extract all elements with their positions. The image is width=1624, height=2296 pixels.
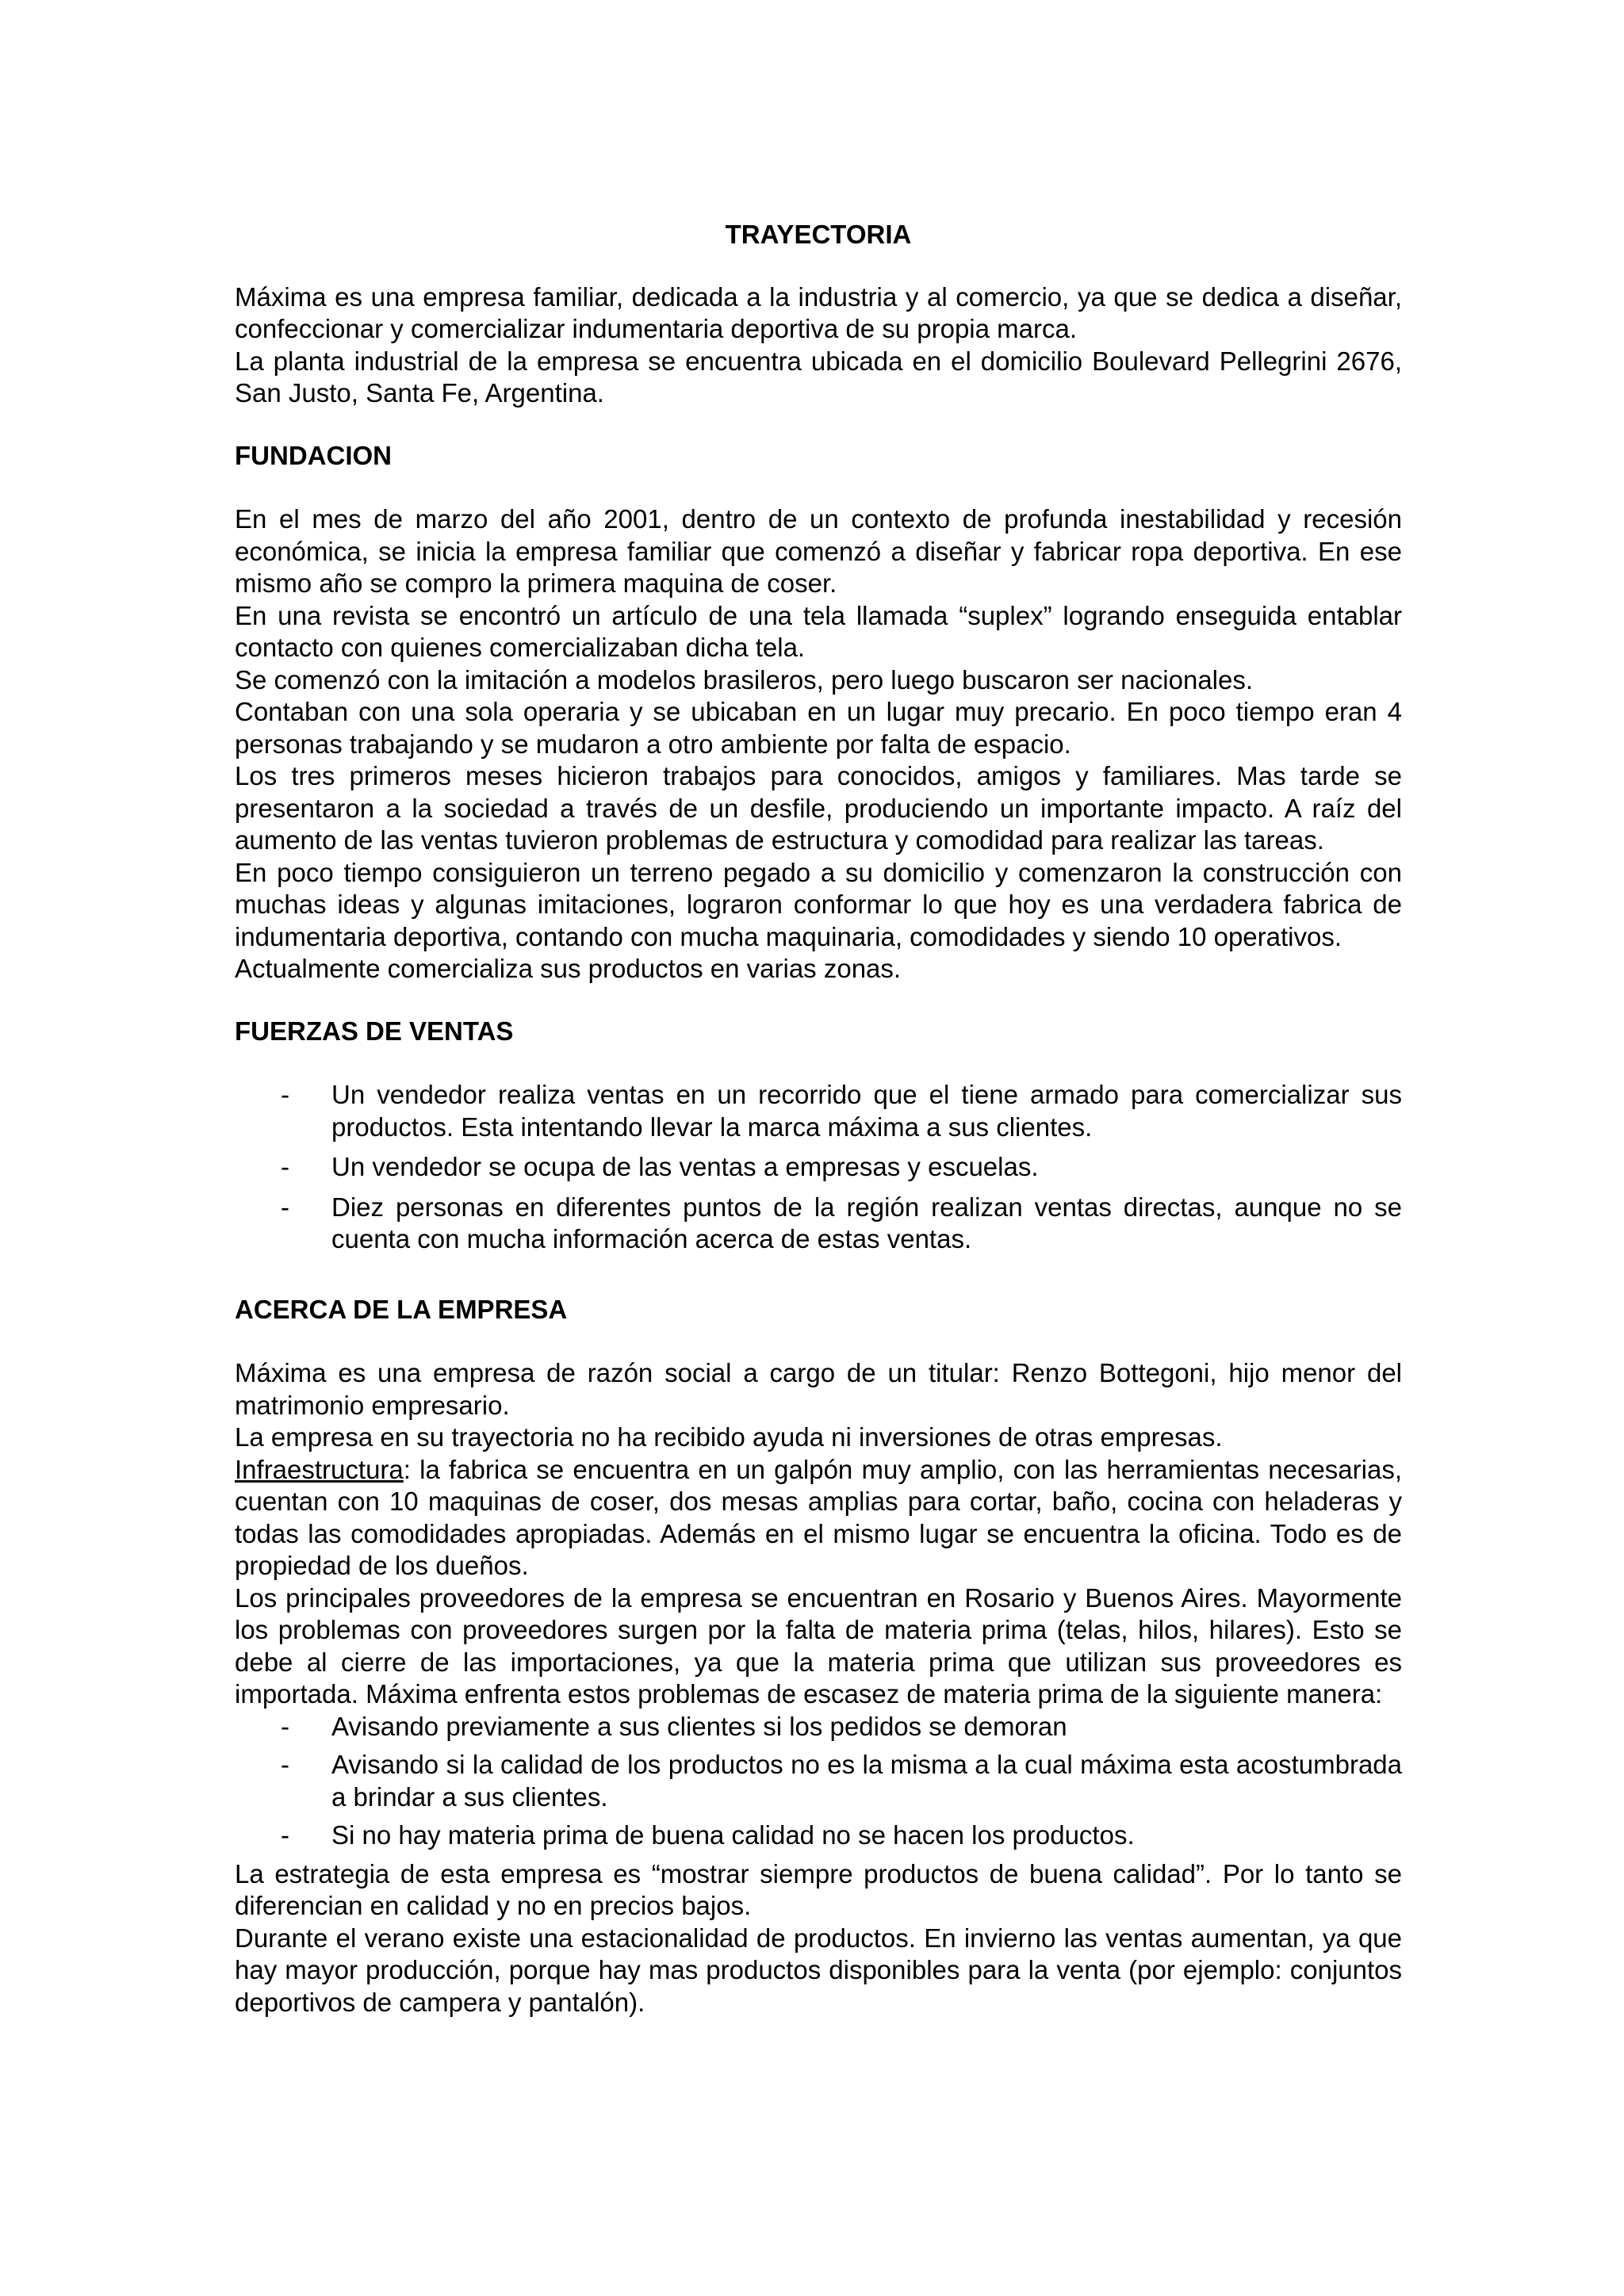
acerca-paragraph-estacionalidad: Durante el verano existe una estacionalidad de productos. En invierno las ventas aumentan, ya que hay mayor producción, porque hay mas productos disponibles para la venta (por ejemplo: conjuntos deportivos de campera y pantalón).: [235, 1923, 1402, 2017]
list-item: - Avisando previamente a sus clientes si los pedidos se demoran: [331, 1711, 1402, 1743]
acerca-paragraph-2: La empresa en su trayectoria no ha recibido ayuda ni inversiones de otras empresas.: [235, 1422, 1223, 1452]
fundacion-paragraph: Contaban con una sola operaria y se ubicaban en un lugar muy precario. En poco tiempo eran 4 personas trabajando y se mudaron a otro ambiente por falta de espacio.: [235, 697, 1402, 759]
list-item: - Un vendedor se ocupa de las ventas a empresas y escuelas.: [331, 1151, 1402, 1184]
acerca-paragraph-estrategia: La estrategia de esta empresa es “mostrar siempre productos de buena calidad”. Por lo tanto se diferencian en calidad y no en precios bajos.: [235, 1858, 1402, 1920]
acerca-paragraph-infraestructura: [235, 1454, 1402, 1582]
document-page: [235, 219, 1402, 2019]
section-heading-acerca-de-la-empresa: ACERCA DE LA EMPRESA: [235, 1294, 568, 1324]
fuerzas-list: [235, 1079, 1402, 1256]
fundacion-paragraph: En poco tiempo consiguieron un terreno pegado a su domicilio y comenzaron la construcción con muchas ideas y algunas imitaciones, lograron conformar lo que hoy es una verdadera fabrica de indumentaria deportiva, contando con mucha maquinaria, comodidades y siendo 10 operativos.: [235, 857, 1402, 951]
fundacion-paragraph: Los tres primeros meses hicieron trabajos para conocidos, amigos y familiares. Mas tarde se presentaron a la sociedad a través de un desfile, produciendo un importante impacto. A raíz del aumento de las ventas tuvieron problemas de estructura y comodidad para realizar las tareas.: [235, 761, 1402, 855]
fundacion-paragraph: En el mes de marzo del año 2001, dentro de un contexto de profunda inestabilidad y recesión económica, se inicia la empresa familiar que comenzó a diseñar y fabricar ropa deportiva. En ese mismo año se compro la primera maquina de coser.: [235, 504, 1402, 598]
list-item: - Un vendedor realiza ventas en un recorrido que el tiene armado para comercializar sus productos. Esta intentando llevar la marca máxima a sus clientes.: [331, 1079, 1402, 1143]
acerca-list: [235, 1711, 1402, 1852]
acerca-paragraph-1: Máxima es una empresa de razón social a cargo de un titular: Renzo Bottegoni, hijo menor del matrimonio empresario.: [235, 1358, 1402, 1420]
infraestructura-text: : la fabrica se encuentra en un galpón muy amplio, con las herramientas necesarias, cuentan con 10 maquinas de coser, dos mesas amplias para cortar, baño, cocina con heladeras y todas las comodidades apropiadas. Además en el mismo lugar se encuentra la oficina. Todo es de propiedad de los dueños.: [235, 1454, 1402, 1580]
trayectoria-paragraph-2: La planta industrial de la empresa se encuentra ubicada en el domicilio Boulevard Pellegrini 2676, San Justo, Santa Fe, Argentina.: [235, 346, 1402, 408]
trayectoria-paragraph-1: Máxima es una empresa familiar, dedicada a la industria y al comercio, ya que se dedica a diseñar, confeccionar y comercializar indumentaria deportiva de su propia marca.: [235, 281, 1402, 343]
section-heading-fundacion: FUNDACION: [235, 440, 392, 470]
fundacion-paragraph: Se comenzó con la imitación a modelos brasileros, pero luego buscaron ser nacionales.: [235, 664, 1254, 695]
document-title: TRAYECTORIA: [725, 220, 912, 249]
fundacion-paragraph: En una revista se encontró un artículo de una tela llamada “suplex” logrando enseguida entablar contacto con quienes comercializaban dicha tela.: [235, 600, 1402, 662]
fundacion-paragraph: Actualmente comercializa sus productos en varias zonas.: [235, 954, 902, 983]
section-heading-fuerzas-de-ventas: FUERZAS DE VENTAS: [235, 1016, 514, 1046]
list-item: - Si no hay materia prima de buena calidad no se hacen los productos.: [331, 1820, 1402, 1852]
list-item: - Diez personas en diferentes puntos de la región realizan ventas directas, aunque no se cuenta con mucha información acerca de estas ventas.: [331, 1192, 1402, 1256]
acerca-paragraph-proveedores: Los principales proveedores de la empresa se encuentran en Rosario y Buenos Aires. Mayormente los problemas con proveedores surgen por la falta de materia prima (telas, hilos, hilares). Esto se debe al cierre de las importaciones, ya que la materia prima que utilizan sus proveedores es importada. Máxima enfrenta estos problemas de escasez de materia prima de la siguiente manera:: [235, 1582, 1402, 1709]
list-item: - Avisando si la calidad de los productos no es la misma a la cual máxima esta acostumbrada a brindar a sus clientes.: [331, 1749, 1402, 1813]
infraestructura-label: Infraestructura: [235, 1454, 404, 1484]
